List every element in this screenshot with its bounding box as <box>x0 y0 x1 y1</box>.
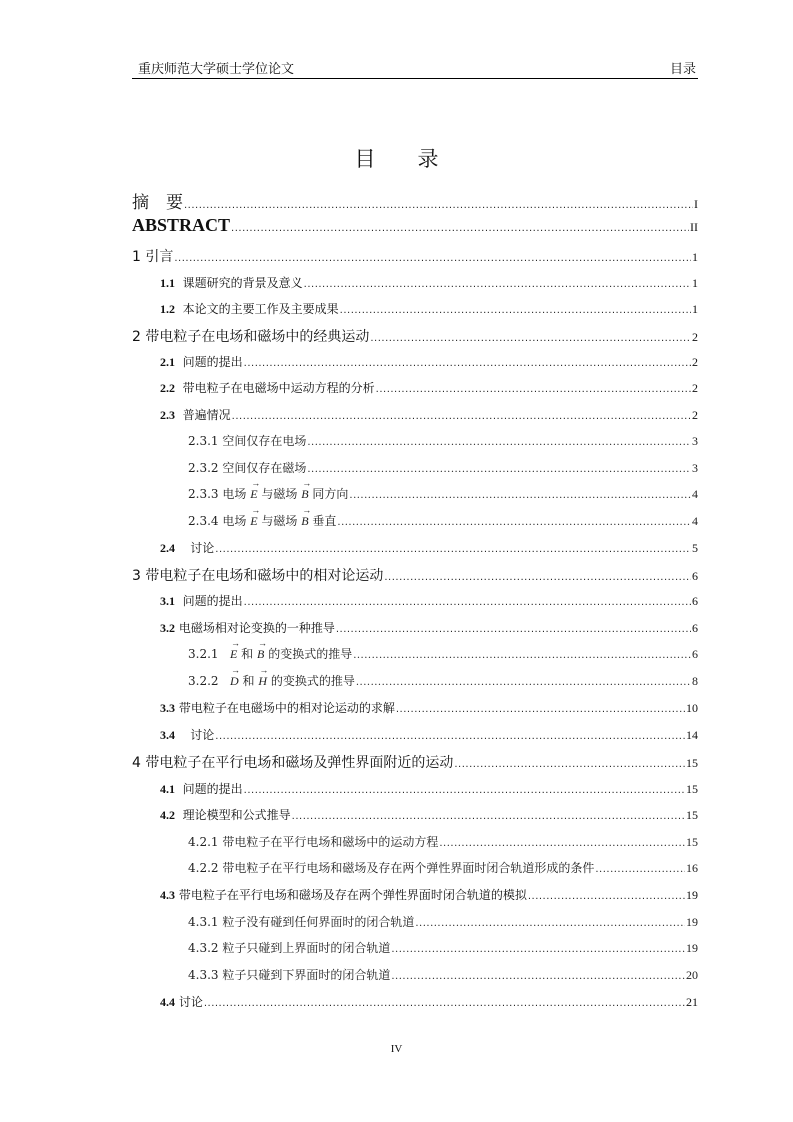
toc-entry-chapter-4[interactable]: 4 带电粒子在平行电场和磁场及弹性界面附近的运动 ..... 15 <box>132 752 698 772</box>
toc-entry-4-4[interactable]: 4.4 讨论 ..... 21 <box>160 993 698 1010</box>
toc-entry-1-1[interactable]: 1.1 课题研究的背景及意义 ..... 1 <box>160 274 698 291</box>
vector-e-symbol: → E <box>250 514 257 528</box>
toc-entry-chapter-1[interactable]: 1 引言 ..... 1 <box>132 246 698 266</box>
leader-dots <box>353 647 691 661</box>
leader-dots <box>391 968 685 982</box>
vector-b-symbol: → B <box>301 487 308 501</box>
vector-h-symbol: → H <box>258 674 267 688</box>
leader-dots <box>349 487 691 501</box>
vector-d-symbol: → D <box>230 674 239 688</box>
toc-entry-2-3-1[interactable]: 2.3.1 空间仅存在电场 ..... 3 <box>188 432 698 449</box>
toc-entry-3-3[interactable]: 3.3 带电粒子在电磁场中的相对论运动的求解 ..... 10 <box>160 699 698 716</box>
toc-entry-2-3-4[interactable]: 2.3.4 电场 → E 与磁场 → B 垂直 ..... 4 <box>188 512 698 529</box>
toc-entry-4-2-2[interactable]: 4.2.2 带电粒子在平行电场和磁场及存在两个弹性界面时闭合轨道形成的条件 ..... 16 <box>188 859 698 876</box>
toc-entry-3-1[interactable]: 3.1 问题的提出 ..... 6 <box>160 592 698 609</box>
page-title: 目 录 <box>354 147 439 171</box>
leader-dots <box>232 408 691 422</box>
leader-dots <box>307 434 691 448</box>
toc-entry-4-3-2[interactable]: 4.3.2 粒子只碰到上界面时的闭合轨道 ..... 19 <box>188 939 698 956</box>
leader-dots <box>415 915 685 929</box>
toc-entry-chapter-3[interactable]: 3 带电粒子在电场和磁场中的相对论运动 ..... 6 <box>132 565 698 585</box>
leader-dots <box>174 249 691 265</box>
toc-entry-4-2[interactable]: 4.2 理论模型和公式推导 ..... 15 <box>160 806 698 823</box>
toc-entry-4-1[interactable]: 4.1 问题的提出 ..... 15 <box>160 780 698 797</box>
vector-e-symbol: → E <box>250 487 257 501</box>
running-header <box>132 58 698 79</box>
leader-dots <box>204 995 685 1009</box>
leader-dots <box>396 701 685 715</box>
leader-dots <box>336 621 691 635</box>
leader-dots <box>370 329 691 345</box>
leader-dots <box>307 461 691 475</box>
vector-b-symbol: → B <box>301 514 308 528</box>
toc-entry-3-2-2[interactable]: 3.2.2 → D 和 → H 的变换式的推导 ..... 8 <box>188 672 698 689</box>
header-thesis-title: 重庆师范大学硕士学位论文 <box>138 62 295 77</box>
toc-entry-chapter-2[interactable]: 2 带电粒子在电场和磁场中的经典运动 ..... 2 <box>132 326 698 346</box>
leader-dots <box>376 381 691 395</box>
vector-b-symbol: → B <box>257 647 264 661</box>
toc-entry-4-3[interactable]: 4.3 带电粒子在平行电场和磁场及存在两个弹性界面时闭合轨道的模拟 ..... 19 <box>160 886 698 903</box>
toc-entry-4-2-1[interactable]: 4.2.1 带电粒子在平行电场和磁场中的运动方程 ..... 15 <box>188 833 698 850</box>
toc-entry-abstract-cn[interactable]: 摘 要 ..... I <box>132 188 698 213</box>
leader-dots <box>215 541 691 555</box>
leader-dots <box>337 514 691 528</box>
leader-dots <box>528 888 685 902</box>
leader-dots <box>231 216 689 236</box>
toc-entry-2-3-2[interactable]: 2.3.2 空间仅存在磁场 ..... 3 <box>188 459 698 476</box>
leader-dots <box>356 674 691 688</box>
leader-dots <box>244 355 691 369</box>
toc-entry-3-2[interactable]: 3.2 电磁场相对论变换的一种推导 ..... 6 <box>160 619 698 636</box>
toc-entry-2-3[interactable]: 2.3 普遍情况 ..... 2 <box>160 406 698 423</box>
leader-dots <box>304 276 691 290</box>
leader-dots <box>244 782 685 796</box>
toc-entry-2-2[interactable]: 2.2 带电粒子在电磁场中运动方程的分析 ..... 2 <box>160 379 698 396</box>
leader-dots <box>595 861 685 875</box>
toc-entry-4-3-3[interactable]: 4.3.3 粒子只碰到下界面时的闭合轨道 ..... 20 <box>188 966 698 983</box>
leader-dots <box>340 302 691 316</box>
toc-entry-2-1[interactable]: 2.1 问题的提出 ..... 2 <box>160 353 698 370</box>
toc-entry-3-2-1[interactable]: 3.2.1 → E 和 → B 的变换式的推导 ..... 6 <box>188 645 698 662</box>
header-section-name: 目录 <box>669 62 696 77</box>
page-number: IV <box>390 1043 403 1055</box>
leader-dots <box>215 728 685 742</box>
leader-dots <box>439 835 685 849</box>
toc-entry-2-3-3[interactable]: 2.3.3 电场 → E 与磁场 → B 同方向 ..... 4 <box>188 485 698 502</box>
toc-entry-2-4[interactable]: 2.4 讨论 ..... 5 <box>160 539 698 556</box>
toc-entry-1-2[interactable]: 1.2 本论文的主要工作及主要成果 ..... 1 <box>160 300 698 317</box>
leader-dots <box>391 941 685 955</box>
toc-entry-abstract-en[interactable]: ABSTRACT ..... II <box>132 215 698 236</box>
leader-dots <box>384 568 691 584</box>
leader-dots <box>244 594 691 608</box>
leader-dots <box>292 808 685 822</box>
leader-dots <box>454 755 685 771</box>
toc-entry-4-3-1[interactable]: 4.3.1 粒子没有碰到任何界面时的闭合轨道 ..... 19 <box>188 913 698 930</box>
vector-e-symbol: → E <box>230 647 237 661</box>
leader-dots <box>184 193 693 213</box>
toc-entry-3-4[interactable]: 3.4 讨论 ..... 14 <box>160 726 698 743</box>
